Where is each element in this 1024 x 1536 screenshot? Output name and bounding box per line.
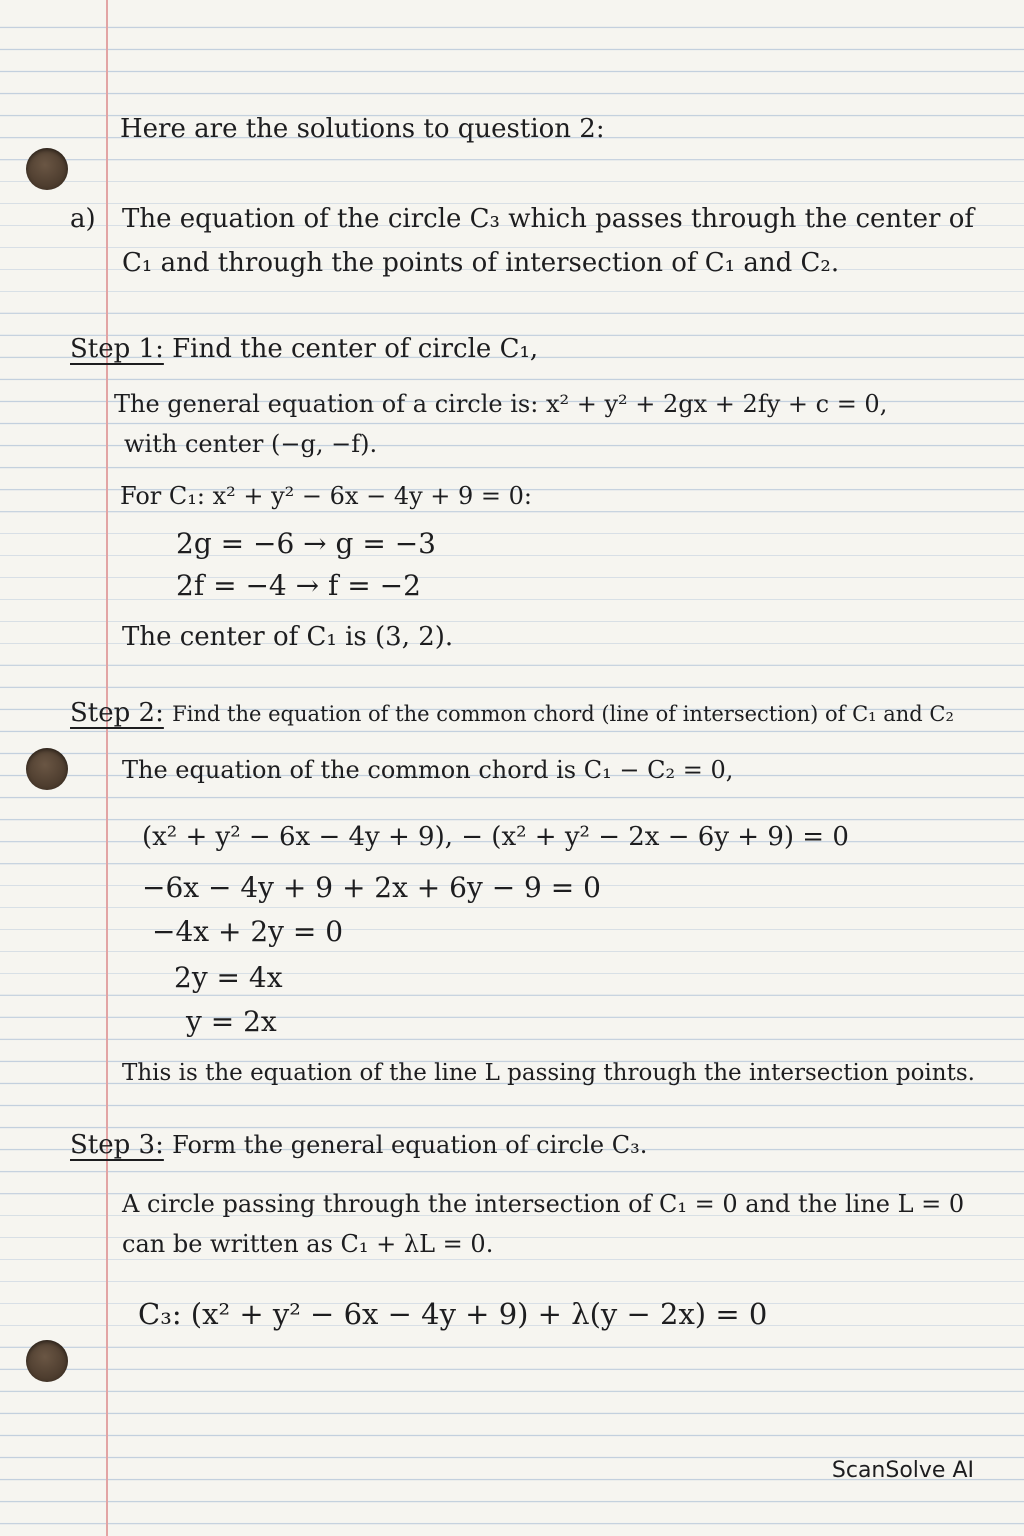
step3-label: Step 3: bbox=[70, 1130, 164, 1160]
part-a-line1: The equation of the circle C₃ which passes through the center of bbox=[122, 204, 974, 234]
intro-text: Here are the solutions to question 2: bbox=[120, 114, 605, 144]
step1-label: Step 1: bbox=[70, 334, 164, 364]
step1-heading bbox=[70, 336, 538, 362]
step3-title: Form the general equation of circle C₃. bbox=[172, 1131, 648, 1159]
step1-eq-f: 2f = −4 → f = −2 bbox=[176, 569, 421, 602]
part-a-label: a) bbox=[70, 204, 96, 234]
step2-eq5: y = 2x bbox=[186, 1005, 277, 1038]
step1-line1: The general equation of a circle is: x² + y² + 2gx + 2fy + c = 0, bbox=[114, 390, 888, 418]
step2-heading bbox=[70, 700, 954, 726]
step1-eq-g: 2g = −6 → g = −3 bbox=[176, 527, 436, 560]
step1-line2: with center (−g, −f). bbox=[124, 430, 378, 458]
step2-eq4: 2y = 4x bbox=[174, 961, 283, 994]
step2-eq3: −4x + 2y = 0 bbox=[152, 915, 344, 948]
step2-eq2: −6x − 4y + 9 + 2x + 6y − 9 = 0 bbox=[142, 871, 601, 904]
step3-heading bbox=[70, 1132, 647, 1158]
step2-line1: The equation of the common chord is C₁ − C₂ = 0, bbox=[122, 756, 734, 784]
punch-hole bbox=[26, 748, 68, 790]
step2-title: Find the equation of the common chord (line of intersection) of C₁ and C₂ bbox=[172, 702, 954, 726]
step2-eq1: (x² + y² − 6x − 4y + 9), − (x² + y² − 2x − 6y + 9) = 0 bbox=[142, 822, 849, 852]
part-a-line2: C₁ and through the points of intersection of C₁ and C₂. bbox=[122, 248, 840, 278]
step3-line2: can be written as C₁ + λL = 0. bbox=[122, 1230, 494, 1258]
margin-line bbox=[106, 0, 108, 1536]
punch-hole bbox=[26, 148, 68, 190]
step2-label: Step 2: bbox=[70, 698, 164, 728]
step1-result: The center of C₁ is (3, 2). bbox=[122, 622, 454, 652]
step1-line3: For C₁: x² + y² − 6x − 4y + 9 = 0: bbox=[120, 482, 533, 510]
step3-eq1: C₃: (x² + y² − 6x − 4y + 9) + λ(y − 2x) = 0 bbox=[138, 1297, 768, 1331]
step2-line2: This is the equation of the line L passing through the intersection points. bbox=[122, 1060, 975, 1086]
punch-hole bbox=[26, 1340, 68, 1382]
step3-line1: A circle passing through the intersection of C₁ = 0 and the line L = 0 bbox=[122, 1190, 965, 1218]
brand-watermark: ScanSolve AI bbox=[831, 1458, 974, 1483]
step1-title: Find the center of circle C₁, bbox=[172, 334, 539, 364]
